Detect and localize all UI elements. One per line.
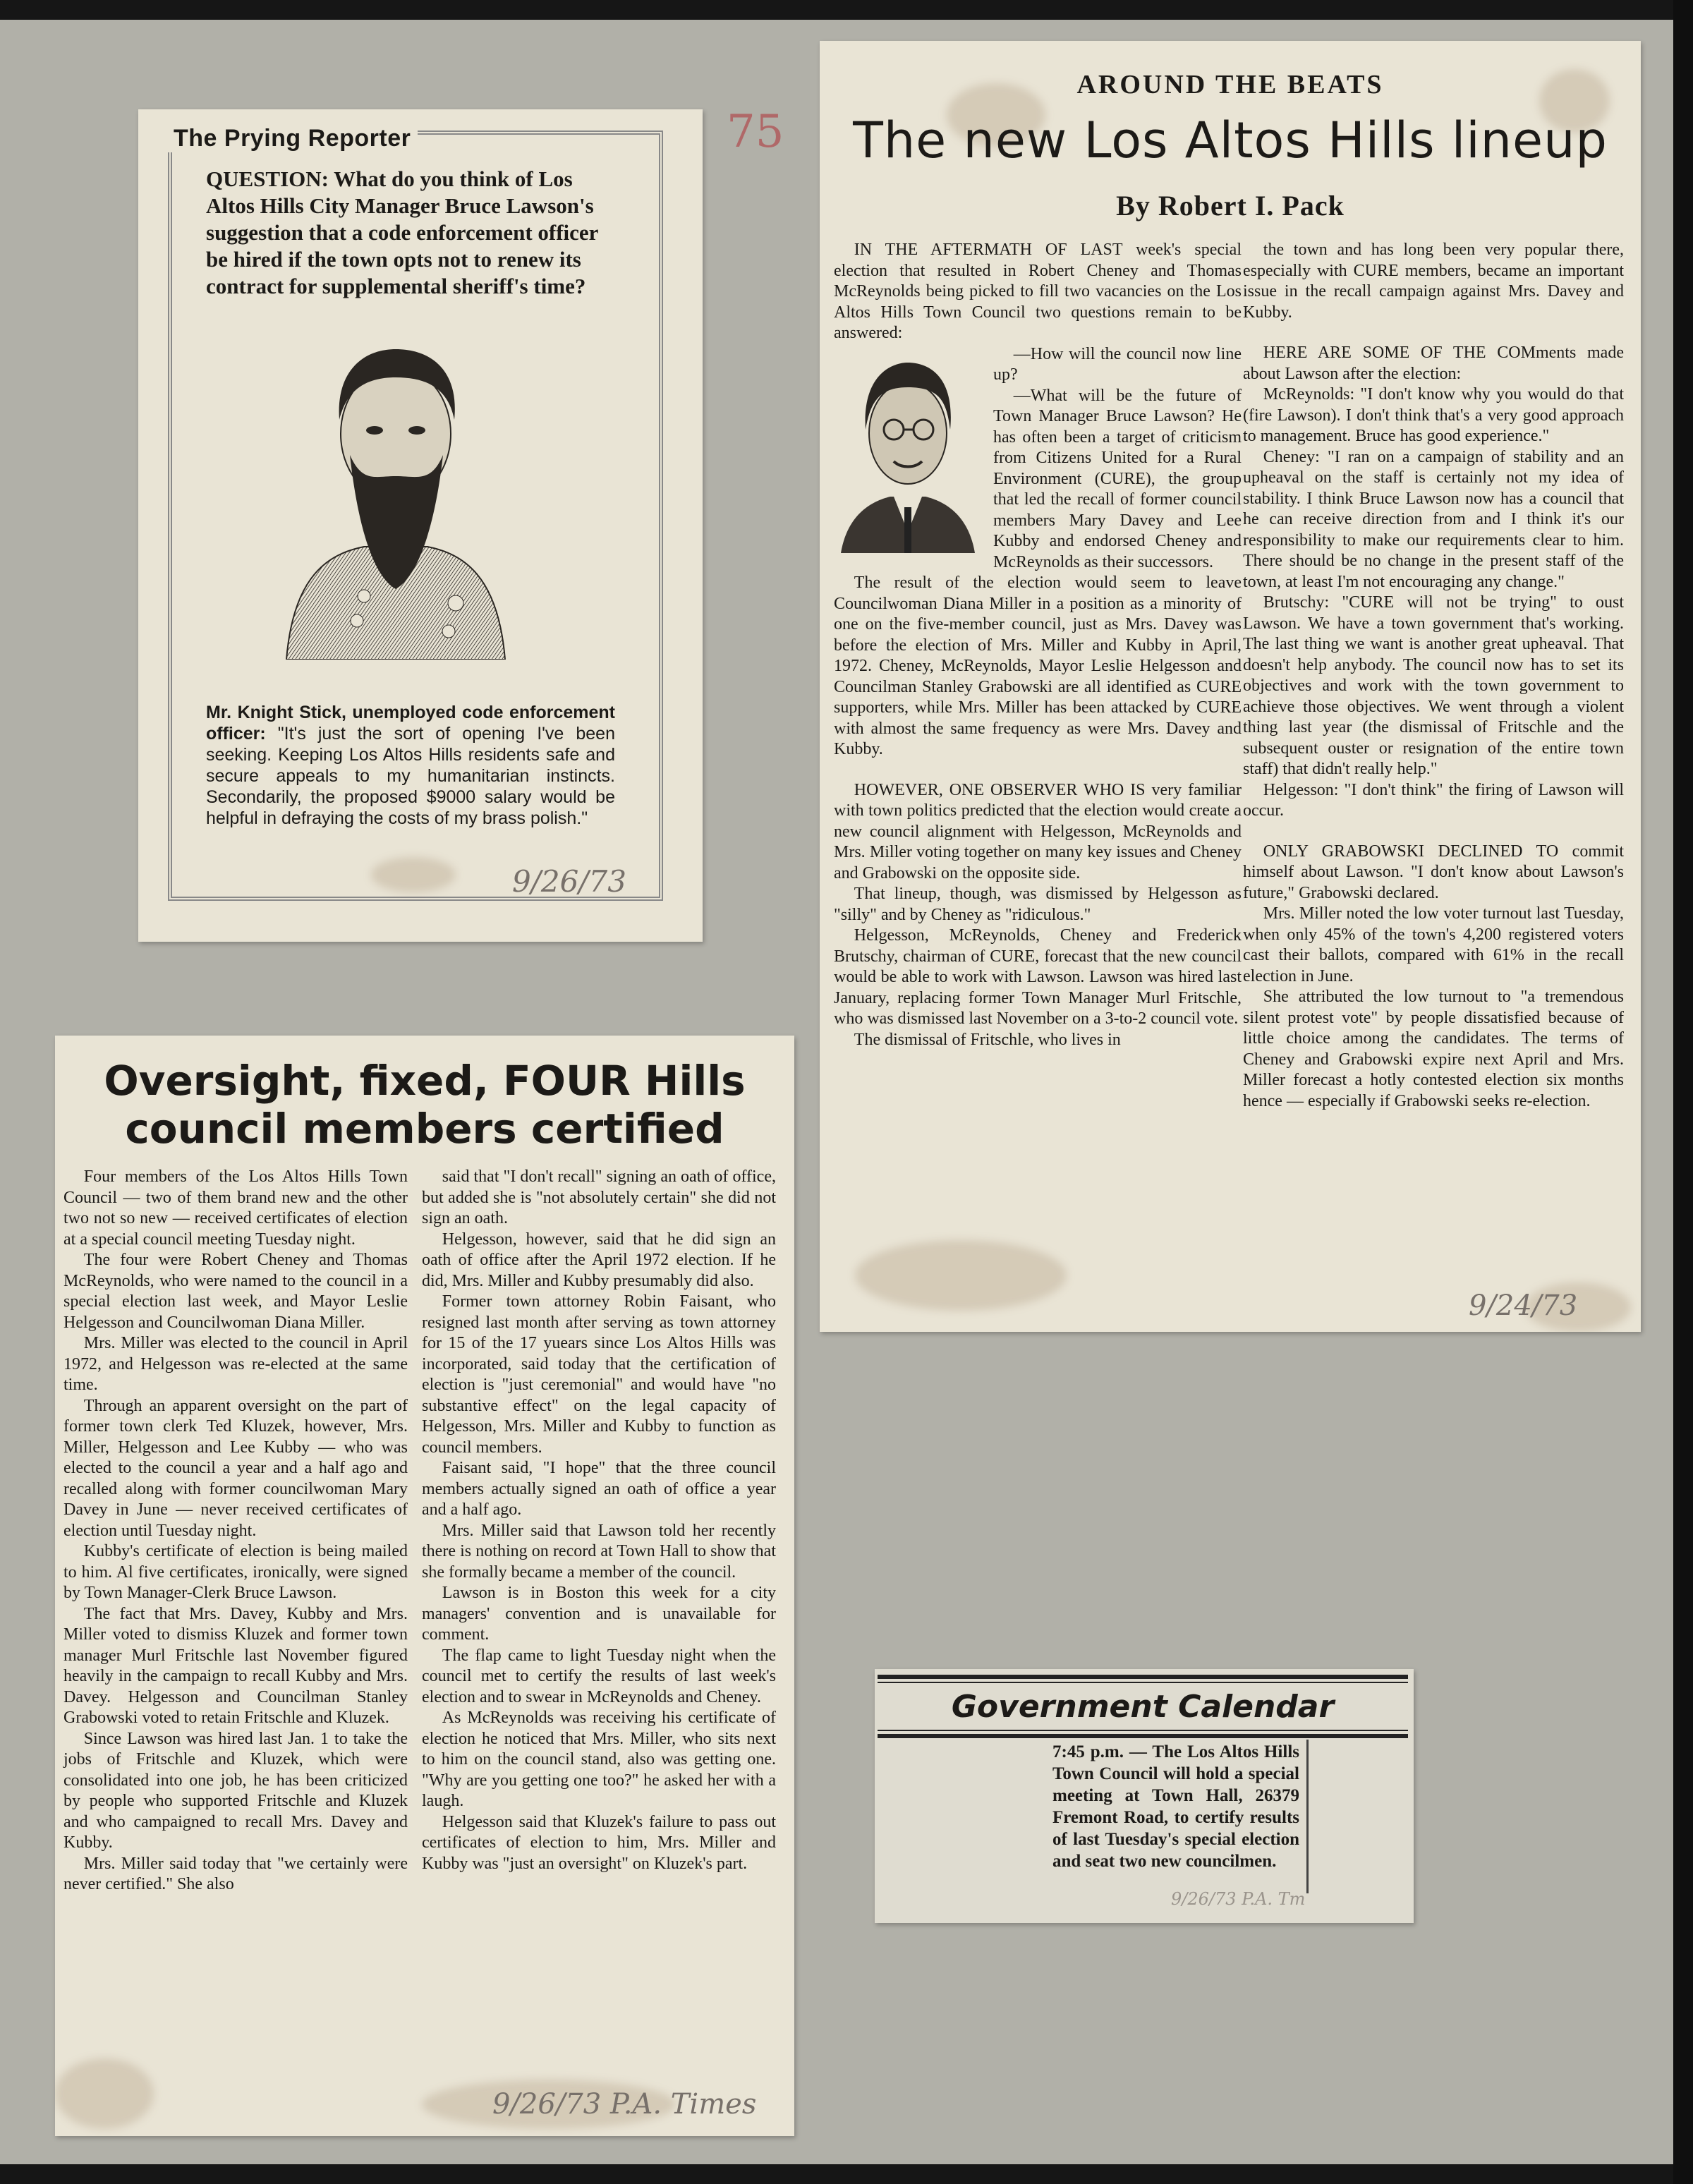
paragraph: McReynolds: "I don't know why you would do that (fire Lawson). I don't think that's a very good approach to management. Bruce has good experience." — [1243, 385, 1624, 445]
page-edge — [1673, 0, 1693, 2184]
paragraph: —How will the council now line up? — [993, 344, 1242, 384]
paragraph: Four members of the Los Altos Hills Town Council — two of them brand new and the other two not so new — received certificates of election at a special council meeting Tuesday night. — [63, 1167, 408, 1249]
date-note: 9/24/73 — [1469, 1290, 1578, 1322]
paragraph: ONLY GRABOWSKI DECLINED TO commit himself about Lawson. "I don't know about Lawson's future," Grabowski declared. — [1243, 842, 1624, 902]
paragraph: said that "I don't recall" signing an oath of office, but added she is "not absolutely certain" she did not sign an oath. — [422, 1167, 776, 1227]
paragraph: Mrs. Miller said today that "we certainly were never certified." She also — [63, 1854, 408, 1893]
paragraph: The flap came to light Tuesday night when the council met to certify the results of last week's election and to swear in McReynolds and Cheney. — [422, 1646, 776, 1706]
paragraph: —What will be the future of Town Manager Bruce Lawson? He has often been a target of criticism from Citizens United for a Rural Environment (CURE), the group that led the recall of former council members Mary Davey and Lee Kubby and endorsed Cheney and McReynolds as their successors. — [993, 386, 1242, 571]
paragraph: Faisant said, "I hope" that the three council members actually signed an oath of office a year and a half ago. — [422, 1459, 776, 1519]
paragraph: Mrs. Miller noted the low voter turnout last Tuesday, when only 45% of the town's 4,200 registered voters cast their ballots, compared with 61% in the recall election in June. — [1243, 904, 1624, 985]
calendar-title: Government Calendar — [951, 1689, 1335, 1725]
paragraph: Since Lawson was hired last Jan. 1 to take the jobs of Fritschle and Kluzek, which were consolidated into one job, he has been criticized by people who supported Fritschle and Kluzek and who campaigned to recall Mrs. Davey and Kubby. — [63, 1729, 408, 1852]
paragraph: the town and has long been very popular there, especially with CURE members, became an important issue in the recall campaign against Mrs. Davey and Kubby. — [1243, 241, 1624, 322]
government-calendar-clipping — [875, 1669, 1414, 1923]
oversight-clipping — [55, 1036, 794, 2136]
answer-block — [206, 702, 615, 829]
article-column-2 — [1243, 240, 1624, 1112]
paragraph: The dismissal of Fritschle, who lives in — [854, 1030, 1121, 1049]
date-note: 9/26/73 P.A. Tm — [1171, 1889, 1306, 1909]
rule-top — [878, 1675, 1408, 1679]
rule-bottom-thin — [878, 1730, 1408, 1731]
paragraph: The fact that Mrs. Davey, Kubby and Mrs. Miller voted to dismiss Kluzek and former town manager Murl Fritschle last November figured heavily in the campaign to recall Kubby and Mrs. Davey. Helgesson and Councilman Stanley Grabowski voted to retain Fritschle and Kluzek. — [63, 1604, 408, 1727]
question-text: QUESTION: What do you think of Los Altos Hills City Manager Bruce Lawson's suggestion that a code enforcement officer be hired if the town opts not to renew its contract for supplemental sheriff's time? — [206, 166, 598, 298]
paragraph: Through an apparent oversight on the part of former town clerk Ted Kluzek, however, Mrs. Miller, Helgesson and Lee Kubby — who was elected to the council a year and a half ago and recalled along with former councilwoman Mary Davey in June — never received certificates of election until Tuesday night. — [63, 1396, 408, 1540]
answer-name: Mr. Knight Stick, unemployed code enforcement officer: — [206, 703, 615, 744]
page-number-note: 75 — [727, 106, 784, 158]
paragraph: She attributed the low turnout to "a tremendous silent protest vote" by people dissatisfied because of little choice among the candidates. The terms of Cheney and Grabowski expire next April and Mrs. Miller forecast a hotly contested election six months hence — especially if Grabowski seeks re-election. — [1243, 988, 1624, 1110]
headline-line-2: council members certified — [125, 1105, 724, 1153]
paragraph: Helgesson, however, said that he did sign an oath of office after the April 1972 election. If he did, Mrs. Miller and Kubby presumably did also. — [422, 1230, 776, 1290]
paragraph: IN THE AFTERMATH OF LAST week's special election that resulted in Robert Cheney and Thomas McReynolds being picked to fill two vacancies on the Los Altos Hills Town Council two questions remain to be answered: — [834, 241, 1242, 342]
article-column-1 — [63, 1167, 408, 1895]
headline — [55, 1057, 794, 1153]
portrait-engraving — [279, 342, 512, 660]
article-column-2 — [422, 1167, 776, 1874]
headline-line-1: Oversight, fixed, FOUR Hills — [104, 1057, 746, 1105]
headline: The new Los Altos Hills lineup — [853, 111, 1608, 169]
byline: By Robert I. Pack — [1116, 190, 1345, 222]
paragraph: Helgesson: "I don't think" the firing of Lawson will occur. — [1243, 780, 1624, 820]
paragraph: Lawson is in Boston this week for a city managers' convention and is unavailable for comment. — [422, 1584, 776, 1644]
paragraph: HERE ARE SOME OF THE COMments made about Lawson after the election: — [1243, 344, 1624, 383]
paragraph: Helgesson, McReynolds, Cheney and Frederick Brutschy, chairman of CURE, forecast that the new council would be able to work with Lawson. Lawson was hired last January, replacing former Town Manager Murl Fritschle, who was dismissed last November on a 3-to-2 council vote. — [834, 926, 1242, 1028]
around-the-beats-clipping — [820, 41, 1641, 1332]
column-heading: The Prying Reporter — [166, 125, 418, 152]
paragraph: The four were Robert Cheney and Thomas McReynolds, who were named to the council in a special election last week, and Mayor Leslie Helgesson and Councilwoman Diana Miller. — [63, 1251, 408, 1332]
article-column-1 — [834, 240, 1242, 1050]
column-rule — [1306, 1740, 1309, 1893]
rule-top-thin — [878, 1682, 1408, 1683]
calendar-entry: 7:45 p.m. — The Los Altos Hills Town Council will hold a special meeting at Town Hall, 26379 Fremont Road, to certify results of last Tuesday's special election and seat two new councilmen. — [1052, 1742, 1299, 1871]
paragraph: Helgesson said that Kluzek's failure to pass out certificates of election to him, Mrs. Miller and Kubby was "just an oversight" on Kluzek's part. — [422, 1812, 776, 1873]
date-note: 9/26/73 P.A. Times — [492, 2088, 757, 2121]
date-note: 9/26/73 — [512, 864, 626, 899]
paragraph: Mrs. Miller said that Lawson told her recently there is nothing on record at Town Hall to show that she formally became a member of the council. — [422, 1521, 776, 1582]
prying-reporter-clipping — [138, 109, 703, 942]
rule-bottom — [878, 1734, 1408, 1738]
paragraph: That lineup, though, was dismissed by Helgesson as "silly" and by Cheney as "ridiculous." — [834, 885, 1242, 924]
paragraph: As McReynolds was receiving his certificate of election he noticed that Mrs. Miller, who sits next to him on the council stand, also was getting one. "Why are you getting one too?" he asked her with a laugh. — [422, 1709, 776, 1810]
author-photo — [834, 348, 982, 553]
paragraph: The result of the election would seem to leave Councilwoman Diana Miller in a position as a minority of one on the five-member council, just as Mrs. Davey was before the election of Mrs. Miller and Kubby in April, 1972. Cheney, McReynolds, Mayor Leslie Helgesson and Councilman Stanley Grabowski are all identified as CURE supporters, while Mrs. Miller has been attacked by CURE with almost the same frequency as were Mrs. Davey and Kubby. — [834, 574, 1242, 758]
paragraph: Mrs. Miller was elected to the council in April 1972, and Helgesson was re-elected at the same time. — [63, 1334, 408, 1394]
paragraph: Former town attorney Robin Faisant, who resigned last month after serving as town attorney for 15 of the 17 yuears since Los Altos Hills was incorporated, said today that the certification of election is "just ceremonial" and would have "no substantive effect" on the legal capacity of Helgesson, Mrs. Miller and Kubby to function as council members. — [422, 1292, 776, 1457]
paragraph: Kubby's certificate of election is being mailed to him. Al five certificates, ironically, were signed by Town Manager-Clerk Bruce Lawson. — [63, 1542, 408, 1602]
paragraph: Brutschy: "CURE will not be trying" to oust Lawson. We have a town government that's working. The last thing we want is another great upheaval. That doesn't help anybody. The council now has to set its objectives and work with the town government to achieve those objectives. We went through a violent thing last year (the dismissal of Fritschle and the subsequent ouster or resignation of the entire town staff) that didn't really help." — [1243, 593, 1624, 778]
paragraph: HOWEVER, ONE OBSERVER WHO IS very familiar with town politics predicted that the election would create a new council alignment with Helgesson, McReynolds and Mrs. Miller voting together on many key issues and Cheney and Grabowski on the opposite side. — [834, 780, 1242, 882]
section-kicker: AROUND THE BEATS — [1076, 70, 1384, 99]
answer-text: "It's just the sort of opening I've been seeking. Keeping Los Altos Hills residents safe and secure appeals to my humanitarian instincts. Secondarily, the proposed $9000 salary would be helpful in defraying the costs of my brass polish." — [206, 724, 615, 828]
paragraph: Cheney: "I ran on a campaign of stability and an upheaval on the staff is certainly not my idea of stability. I think Bruce Lawson now has a council that he can receive direction from and I think it's our responsibility to make our requirements clear to him. There should be no change in the present staff of the town, at least I'm not encouraging any change." — [1243, 447, 1624, 591]
